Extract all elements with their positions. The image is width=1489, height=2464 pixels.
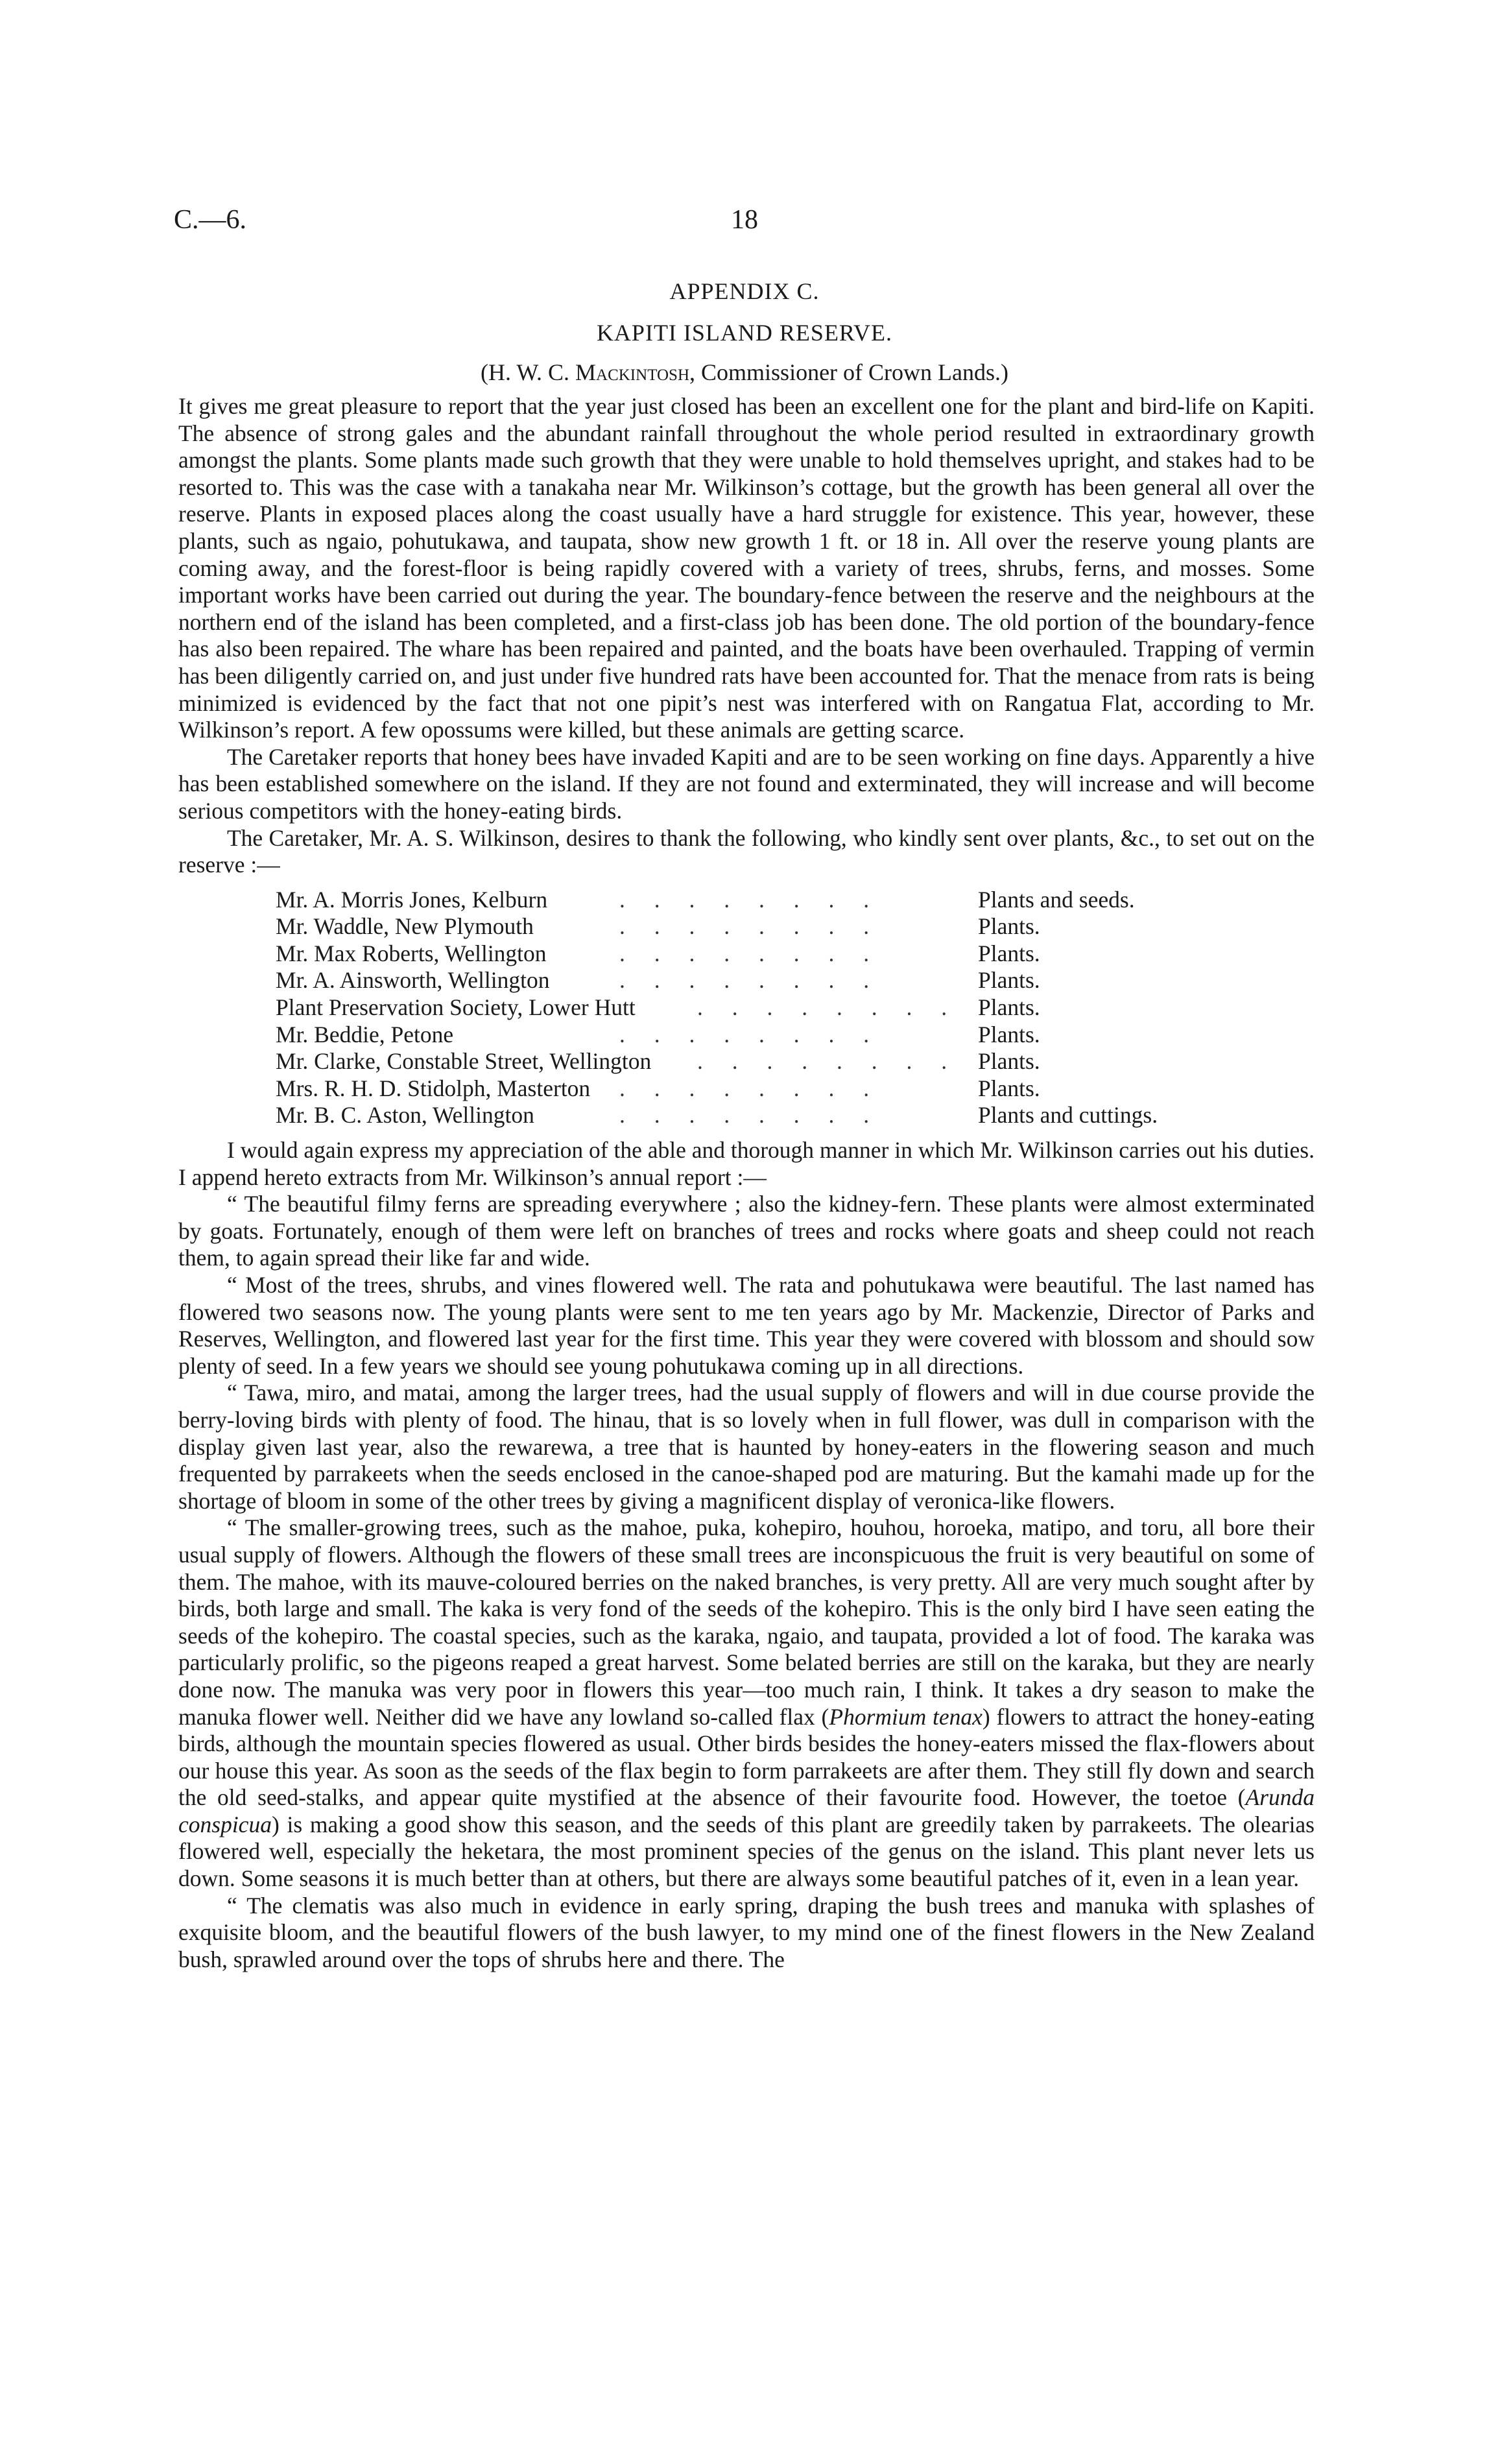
donor-row <box>178 1022 1315 1049</box>
paragraph-bees: The Caretaker reports that honey bees have invaded Kapiti and are to be seen working on fine days. Apparently a hive has been established somewhere on the island. If they are not found and exterminated, they will increase and will become serious competitors with the honey-eating birds. <box>178 743 1315 824</box>
donor-list <box>178 887 1315 1129</box>
paragraph-ferns: “ The beautiful filmy ferns are spreading everywhere ; also the kidney-fern. These plants were almost exterminated by goats. Fortunately, enough of them were left on branches of trees and rocks where goats and sheep could not reach them, to again spread their like far and wide. <box>178 1191 1315 1271</box>
paragraph-small-trees <box>178 1514 1315 1892</box>
text-run: ) is making a good show this season, and the seeds of this plant are greedily taken by parrakeets. The olearias flowered well, especially the heketara, the most prominent species of the genus on the island. This plant never lets us down. Some seasons it is much better than at others, but there are always some beautiful patches of it, even in a lean year. <box>178 1811 1315 1892</box>
report-body <box>178 393 1315 1973</box>
donor-item: Plants. <box>978 1048 1040 1075</box>
donor-item: Plants and cuttings. <box>978 1102 1158 1129</box>
species-name: Arunda conspicua <box>178 1784 1315 1837</box>
donor-name: Mrs. R. H. D. Stidolph, Masterton <box>276 1075 591 1101</box>
donor-row <box>178 940 1315 968</box>
donor-name: Mr. Clarke, Constable Street, Wellington <box>276 1048 652 1075</box>
donor-row <box>178 967 1315 994</box>
donor-name: Mr. Waddle, New Plymouth <box>276 913 534 940</box>
leader-dots: . . . . . . . . <box>619 886 881 913</box>
donor-name: Plant Preservation Society, Lower Hutt <box>276 994 636 1021</box>
text-run: “ The smaller-growing trees, such as the mahoe, puka, kohepiro, houhou, horoeka, matipo, and toru, all bore their usual supply of flowers. Although the flowers of these small trees are inconspicuous the fruit is very beautiful on some of them. The mahoe, with its mauve-coloured berries on the naked branches, is very pretty. All are very much sought after by birds, both large and small. The kaka is very fond of the seeds of the kohepiro. This is the only bird I have seen eating the seeds of the kohepiro. The coastal species, such as the karaka, ngaio, and taupata, provided a lot of food. The karaka was particularly prolific, so the pigeons reaped a great harvest. Some belated berries are still on the karaka, but they are nearly done now. The manuka was very poor in flowers this year—too much rain, I think. It takes a dry season to make the manuka flower well. Neither did we have any lowland so-called flax ( <box>178 1514 1315 1730</box>
donor-item: Plants. <box>978 1021 1040 1047</box>
appendix-heading: APPENDIX C. <box>669 278 820 304</box>
donor-row <box>178 913 1315 940</box>
species-name: Phormium tenax <box>829 1703 983 1730</box>
leader-dots: . . . . . . . . <box>619 1021 881 1047</box>
donor-item: Plants. <box>978 994 1040 1021</box>
page-number: 18 <box>731 205 758 235</box>
leader-dots: . . . . . . . . <box>619 913 881 940</box>
donor-name: Mr. A. Ainsworth, Wellington <box>276 967 550 994</box>
donor-name: Mr. A. Morris Jones, Kelburn <box>276 886 548 913</box>
leader-dots: . . . . . . . . <box>619 1075 881 1101</box>
paragraph-clematis: “ The clematis was also much in evidence in early spring, draping the bush trees and manuka with splashes of exquisite bloom, and the beautiful flowers of the bush lawyer, to my mind one of the finest flowers in the New Zealand bush, sprawled around over the tops of shrubs here and there. The <box>178 1892 1315 1972</box>
donor-item: Plants. <box>978 967 1040 994</box>
leader-dots: . . . . . . . . <box>619 967 881 994</box>
leader-dots: . . . . . . . . <box>697 994 959 1021</box>
donor-item: Plants. <box>978 913 1040 940</box>
paragraph-thanks: The Caretaker, Mr. A. S. Wilkinson, desires to thank the following, who kindly sent over plants, &c., to set out on the reserve :— <box>178 824 1315 878</box>
paragraph-appreciation: I would again express my appreciation of the able and thorough manner in which Mr. Wilkinson carries out his duties. I append hereto extracts from Mr. Wilkinson’s annual report :— <box>178 1137 1315 1190</box>
donor-name: Mr. Beddie, Petone <box>276 1021 454 1047</box>
donor-row <box>178 1102 1315 1129</box>
author-name: Mackintosh <box>575 359 690 385</box>
donor-item: Plants. <box>978 940 1040 966</box>
donor-row <box>178 994 1315 1022</box>
author-open: (H. W. C. <box>480 359 576 385</box>
paragraph-larger-trees: “ Tawa, miro, and matai, among the larger trees, had the usual supply of flowers and will in due course provide the berry-loving birds with plenty of food. The hinau, that is so lovely when in full flower, was dull in comparison with the display given last year, also the rewarewa, a tree that is haunted by honey-eaters in the flowering season and much frequented by parrakeets when the seeds enclosed in the canoe-shaped pod are maturing. But the kamahi made up for the shortage of bloom in some of the other trees by giving a magnificent display of veronica-like flowers. <box>178 1380 1315 1514</box>
donor-item: Plants and seeds. <box>978 886 1135 913</box>
section-title: KAPITI ISLAND RESERVE. <box>596 320 893 346</box>
document-reference: C.—6. <box>174 205 247 235</box>
author-line <box>0 359 1489 386</box>
donor-item: Plants. <box>978 1075 1040 1101</box>
paragraph-flowering: “ Most of the trees, shrubs, and vines flowered well. The rata and pohutukawa were beautiful. The last named has flowered two seasons now. The young plants were sent to me ten years ago by Mr. Mackenzie, Director of Parks and Reserves, Wellington, and flowered last year for the first time. This year they were covered with blossom and should sow plenty of seed. In a few years we should see young pohutukawa coming up in all directions. <box>178 1272 1315 1379</box>
donor-name: Mr. Max Roberts, Wellington <box>276 940 547 966</box>
donor-row <box>178 887 1315 914</box>
leader-dots: . . . . . . . . <box>619 1102 881 1129</box>
donor-row <box>178 1075 1315 1103</box>
paragraph-intro: It gives me great pleasure to report that the year just closed has been an excellent one for the plant and bird-life on Kapiti. The absence of strong gales and the abundant rainfall throughout the whole period resulted in extraordinary growth amongst the plants. Some plants made such growth that they were unable to hold themselves upright, and stakes had to be resorted to. This was the case with a tanakaha near Mr. Wilkinson’s cottage, but the growth has been general all over the reserve. Plants in exposed places along the coast usually have a hard struggle for existence. This year, however, these plants, such as ngaio, pohutukawa, and taupata, show new growth 1 ft. or 18 in. All over the reserve young plants are coming away, and the forest-floor is being rapidly covered with a variety of trees, shrubs, ferns, and mosses. Some important works have been carried out during the year. The boundary-fence between the reserve and the neighbours at the northern end of the island has been completed, and a first-class job has been done. The old portion of the boundary-fence has also been repaired. The whare has been repaired and painted, and the boats have been overhauled. Trapping of vermin has been diligently carried on, and just under five hundred rats have been accounted for. That the menace from rats is being minimized is evidenced by the fact that not one pipit’s nest was interfered with on Rangatua Flat, according to Mr. Wilkinson’s report. A few opossums were killed, but these animals are getting scarce. <box>178 393 1315 743</box>
author-close: , Commissioner of Crown Lands.) <box>689 359 1008 385</box>
spacer <box>178 1129 1315 1137</box>
donor-row <box>178 1048 1315 1075</box>
donor-name: Mr. B. C. Aston, Wellington <box>276 1102 534 1129</box>
leader-dots: . . . . . . . . <box>697 1048 959 1075</box>
leader-dots: . . . . . . . . <box>619 940 881 966</box>
text-run: ) flowers to attract the honey-eating birds, although the mountain species flowered as usual. Other birds besides the honey-eaters missed the flax-flowers about our house this year. As soon as the seeds of the flax begin to form parrakeets are after them. They still fly down and search the old seed-stalks, and appear quite mystified at the absence of their favourite food. However, the toetoe ( <box>178 1703 1315 1811</box>
